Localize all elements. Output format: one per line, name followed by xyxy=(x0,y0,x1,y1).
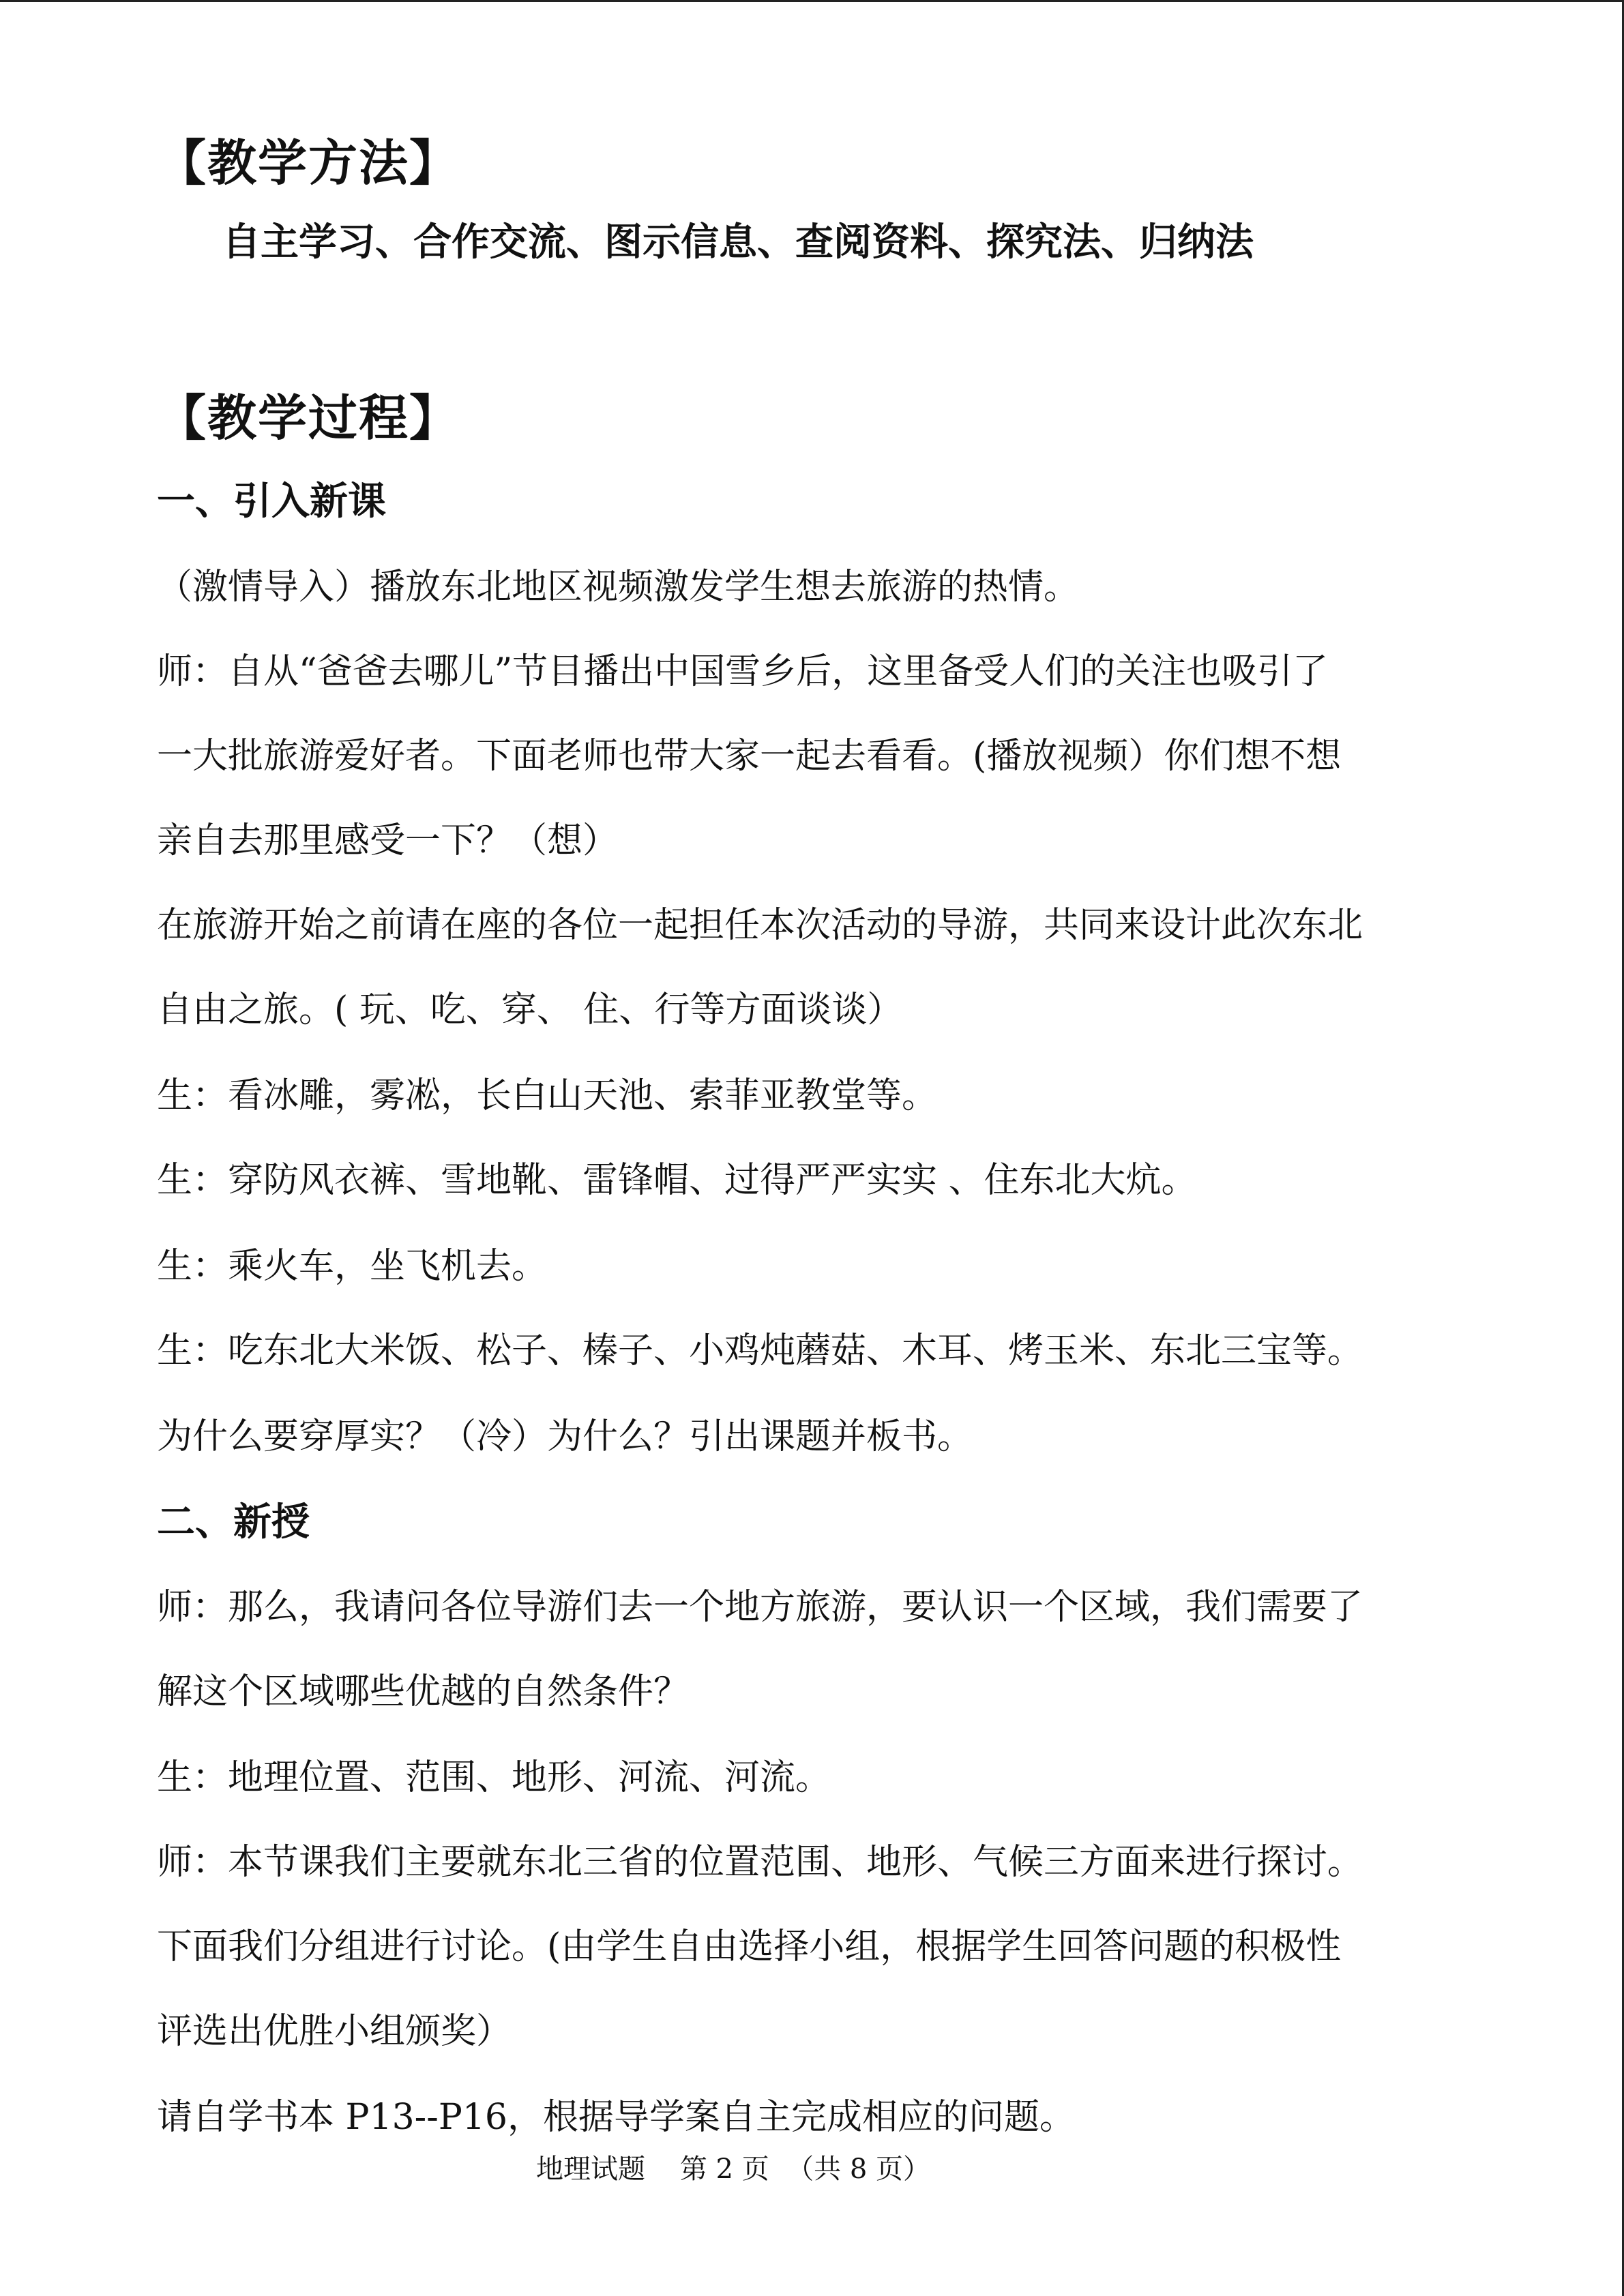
paragraph-line: 生：吃东北大米饭、松子、榛子、小鸡炖蘑菇、木耳、烤玉米、东北三宝等。 xyxy=(157,1330,1363,1371)
teaching-method-heading: 【教学方法】 xyxy=(157,134,460,192)
paragraph-line: 师：本节课我们主要就东北三省的位置范围、地形、气候三方面来进行探讨。 xyxy=(157,1842,1363,1883)
paragraph-line: 亲自去那里感受一下？（想） xyxy=(157,820,619,861)
teaching-process-heading: 【教学过程】 xyxy=(157,389,460,447)
paragraph-line: 为什么要穿厚实？（冷）为什么？引出课题并板书。 xyxy=(157,1416,973,1457)
paragraph-line: 解这个区域哪些优越的自然条件？ xyxy=(157,1671,690,1712)
paragraph-line: 在旅游开始之前请在座的各位一起担任本次活动的导游，共同来设计此次东北 xyxy=(157,905,1363,946)
paragraph-line: 生：乘火车，坐飞机去。 xyxy=(157,1246,548,1287)
paragraph-line: 生：地理位置、范围、地形、河流、河流。 xyxy=(157,1757,831,1798)
paragraph-line: 一大批旅游爱好者。下面老师也带大家一起去看看。(播放视频）你们想不想 xyxy=(157,736,1342,777)
paragraph-line: 师：自从“爸爸去哪儿”节目播出中国雪乡后，这里备受人们的关注也吸引了 xyxy=(157,651,1329,692)
part-two-heading: 二、新授 xyxy=(157,1500,310,1545)
paragraph-line: 自由之旅。( 玩、吃、穿、 住、行等方面谈谈） xyxy=(157,989,903,1030)
paragraph-line: 下面我们分组进行讨论。(由学生自由选择小组，根据学生回答问题的积极性 xyxy=(157,1926,1342,1967)
teaching-method-text: 自主学习、合作交流、图示信息、查阅资料、探究法、归纳法 xyxy=(222,220,1254,265)
paragraph-line: （激情导入）播放东北地区视频激发学生想去旅游的热情。 xyxy=(157,567,1080,608)
paragraph-line: 生：穿防风衣裤、雪地靴、雷锋帽、过得严严实实 、住东北大炕。 xyxy=(157,1160,1197,1201)
paragraph-line: 评选出优胜小组颁奖） xyxy=(157,2011,512,2052)
paragraph-line: 生：看冰雕，雾凇，长白山天池、索菲亚教堂等。 xyxy=(157,1075,938,1116)
paragraph-line: 师：那么，我请问各位导游们去一个地方旅游，要认识一个区域，我们需要了 xyxy=(157,1587,1363,1628)
part-one-heading: 一、引入新课 xyxy=(157,479,386,524)
page-footer: 地理试题 第 2 页 （共 8 页） xyxy=(535,2153,931,2185)
paragraph-line: 请自学书本 P13--P16，根据导学案自主完成相应的问题。 xyxy=(157,2097,1075,2138)
